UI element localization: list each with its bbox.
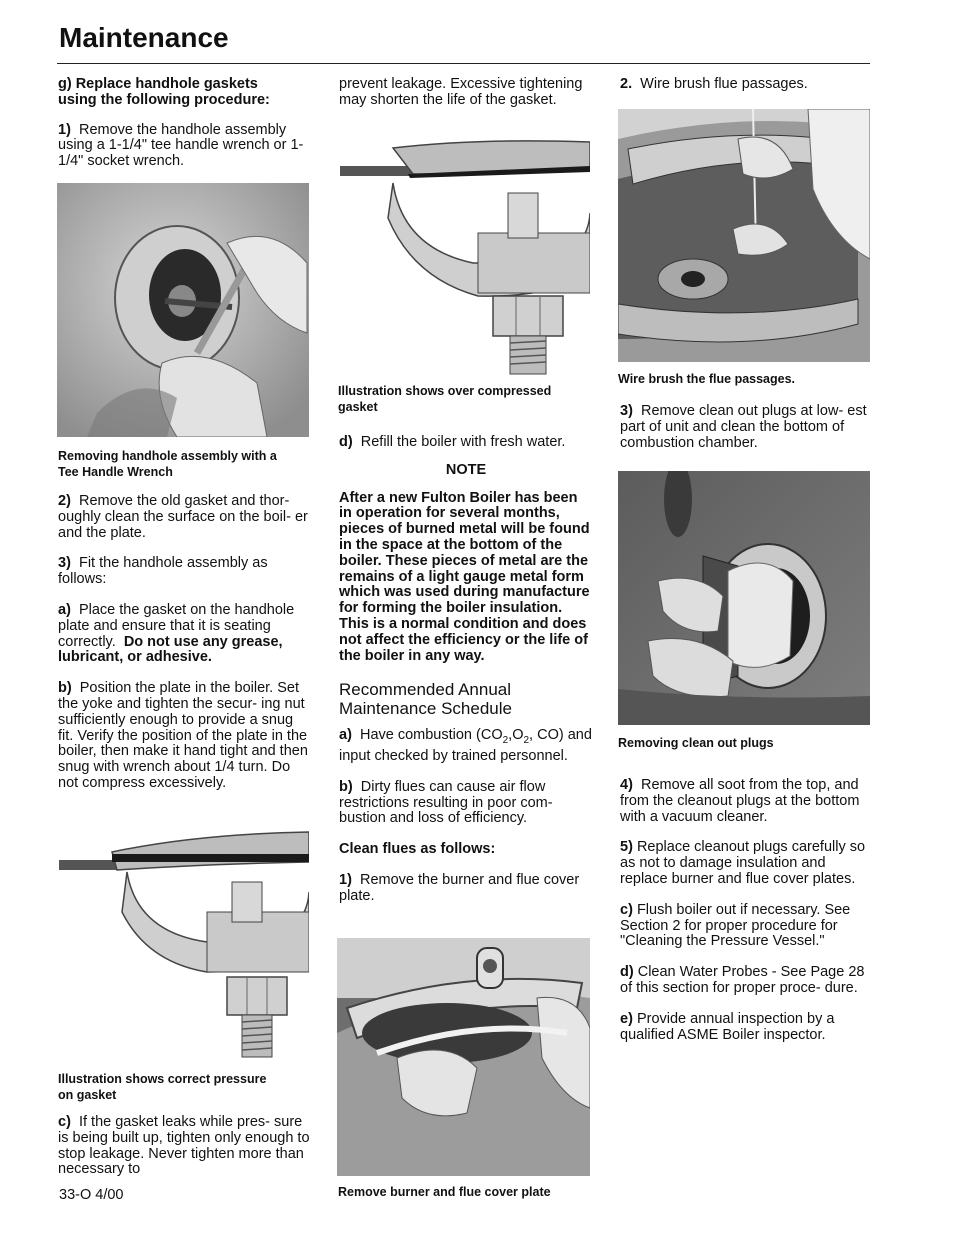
page-title: Maintenance — [59, 22, 229, 53]
annual-d-number: d) — [620, 964, 634, 981]
column-1-lower — [58, 494, 310, 807]
cleanout-plug-photo — [618, 471, 870, 725]
photo1-caption — [58, 449, 310, 480]
clean-step-2-text: Wire brush flue passages. — [640, 76, 808, 92]
step-c-text: If the gasket leaks while pres- sure is being built up, tighten only enough to stop leakage. Never tighten more than necessary to — [58, 1114, 310, 1178]
step-1-text: Remove the handhole assembly using a 1-1/4" tee handle wrench or 1-1/4" socket wrench. — [58, 121, 304, 170]
photo1-caption-line2: Tee Handle Wrench — [58, 464, 173, 479]
illus2-caption-line1: Illustration shows over compressed — [338, 384, 552, 398]
column-3 — [620, 77, 872, 93]
step-c-number: c) — [58, 1114, 71, 1130]
clean-step-5-number: 5) — [620, 839, 633, 856]
step-3-number: 3) — [58, 555, 71, 572]
clean-step-5-text: Replace cleanout plugs carefully so as not to damage insulation and replace burner and flue cover plates. — [620, 839, 866, 887]
over-compressed-illustration — [338, 138, 590, 376]
step-a-number: a) — [58, 601, 71, 618]
clean-step-1-number: 1) — [339, 872, 352, 889]
continued-text: prevent leakage. Excessive tightening may shorten the life of the gasket. — [339, 76, 583, 108]
annual-e-text: Provide annual inspection by a qualified ASME Boiler inspector. — [620, 1010, 835, 1043]
step-b-number: b) — [58, 680, 72, 697]
clean-step-4-text: Remove all soot from the top, and from the cleanout plugs at the bottom with a vacuum cleaner. — [620, 777, 860, 825]
photo3-caption: Wire brush the flue passages. — [618, 372, 796, 386]
illus2-caption — [338, 384, 590, 415]
annual-a-sub1: 2 — [502, 735, 509, 747]
column-1 — [58, 77, 308, 185]
step-2-text: Remove the old gasket and thor- oughly clean the surface on the boil- er and the plate. — [58, 493, 308, 541]
clean-step-2-number: 2. — [620, 76, 633, 92]
clean-flues-heading: Clean flues as follows: — [339, 841, 496, 858]
annual-a-number: a) — [339, 727, 352, 744]
annual-d-text: Clean Water Probes - See Page 28 of this section for proper proce- dure. — [620, 964, 865, 996]
annual-a-text-pre: Have combustion (CO — [359, 727, 503, 744]
step-2-number: 2) — [58, 493, 71, 509]
annual-a-sub2: 2 — [523, 735, 530, 747]
step-a-text: Place the gasket on the handhole plate and ensure that it is seating correctly. — [58, 601, 295, 650]
column-2-lower — [339, 435, 593, 905]
note-text: After a new Fulton Boiler has been in operation for several months, pieces of burned metal will be found in the space at the bottom of the boiler. These pieces of metal are the remains of a light gauge metal form which was used during manufacture for forming the boiler insulation. This is a normal condition and does not affect the efficiency or the life of the boiler in any way. — [339, 489, 590, 664]
annual-schedule-heading-line2: Maintenance Schedule — [339, 699, 512, 719]
step-b-text: Position the plate in the boiler. Set the yoke and tighten the secur- ing nut sufficiently enough to provide a snug fit. Verify the position of the plate in the boiler, then make it hand tight and then snug with wrench about 1/4 turn. Do not compress excessively. — [58, 680, 308, 791]
annual-b-text: Dirty flues can cause air flow restrictions resulting in poor com- bustion and loss of efficiency. — [339, 778, 553, 827]
illus1-caption-line1: Illustration shows correct pressure — [58, 1072, 267, 1086]
step-a-warning: Do not use any grease, lubricant, or adhesive. — [58, 633, 283, 666]
step-1-number: 1) — [58, 121, 71, 138]
wire-brush-photo — [618, 109, 870, 362]
g-heading-line2: using the following procedure: — [58, 91, 270, 108]
annual-schedule-heading-line1: Recommended Annual — [339, 680, 512, 700]
illus1-caption-line2: on gasket — [58, 1087, 117, 1102]
clean-step-3-number: 3) — [620, 403, 633, 419]
annual-c-number: c) — [620, 901, 633, 918]
handhole-wrench-photo — [57, 183, 309, 437]
illus2-caption-line2: gasket — [338, 399, 378, 414]
clean-step-3-text: Remove clean out plugs at low- est part of unit and clean the bottom of combustion chamber. — [620, 403, 867, 451]
clean-step-4-number: 4) — [620, 777, 633, 793]
annual-schedule-heading — [339, 680, 593, 718]
annual-a-text-post: , CO) and input checked by trained personnel. — [339, 727, 592, 765]
burner-cover-plate-photo — [337, 938, 590, 1176]
step-3-text: Fit the handhole assembly as follows: — [58, 555, 268, 588]
column-1-bottom — [58, 1115, 310, 1178]
annual-e-number: e) — [620, 1010, 633, 1027]
photo4-caption: Removing clean out plugs — [618, 736, 774, 750]
note-heading: NOTE — [445, 461, 487, 478]
photo2-caption: Remove burner and flue cover plate — [338, 1185, 551, 1199]
clean-step-1-text: Remove the burner and flue cover plate. — [339, 872, 580, 904]
illus1-caption — [58, 1072, 310, 1103]
annual-c-text: Flush boiler out if necessary. See Section 2 for proper procedure for "Cleaning the Pressure Vessel." — [620, 901, 851, 950]
annual-b-number: b) — [339, 778, 353, 795]
photo1-caption-line1: Removing handhole assembly with a — [58, 449, 277, 463]
column-2 — [339, 77, 591, 109]
column-3-mid — [620, 404, 874, 451]
correct-pressure-illustration — [57, 822, 309, 1062]
g-heading-line1: g) Replace handhole gaskets — [58, 76, 258, 92]
page-footer: 33-O 4/00 — [59, 1187, 124, 1203]
step-d-number: d) — [339, 434, 353, 450]
title-rule — [57, 63, 870, 64]
annual-a-mid: ,O — [508, 727, 524, 744]
step-d-text: Refill the boiler with fresh water. — [360, 434, 566, 450]
column-3-lower — [620, 778, 874, 1043]
